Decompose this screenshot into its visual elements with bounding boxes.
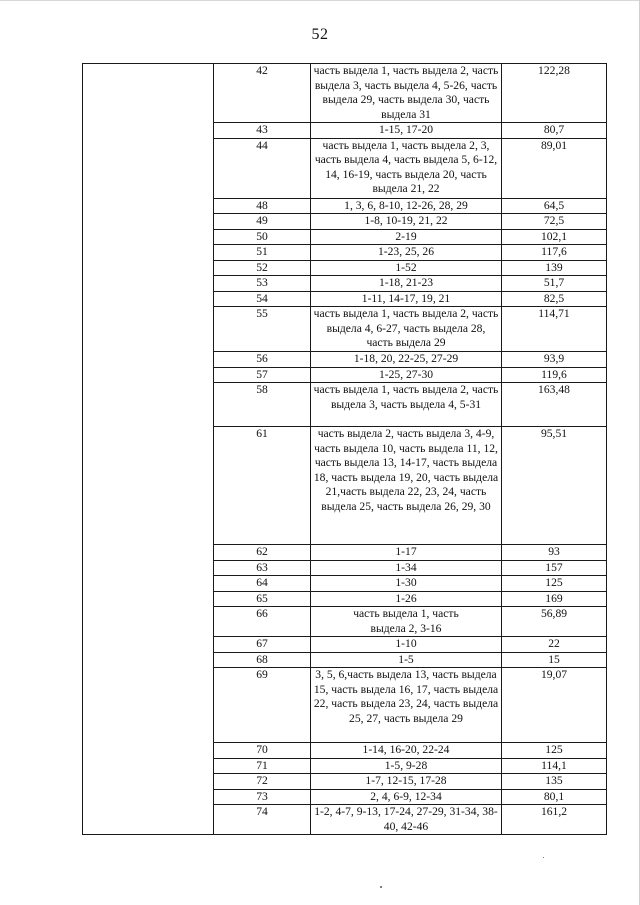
quarter-number-cell: 56 bbox=[214, 352, 311, 368]
area-cell: 122,28 bbox=[502, 64, 607, 123]
area-cell: 72,5 bbox=[502, 214, 607, 230]
table-body bbox=[83, 64, 607, 835]
plots-cell: 1-18, 20, 22-25, 27-29 bbox=[311, 352, 502, 368]
plots-cell: часть выдела 1, часть выдела 2, 3, часть выдела 4, часть выдела 5, 6-12, 14, 16-19, часть выдела 20, часть выдела 21, 22 bbox=[311, 138, 502, 198]
scan-speck bbox=[543, 857, 544, 858]
area-cell: 125 bbox=[502, 576, 607, 592]
area-cell: 125 bbox=[502, 743, 607, 759]
quarter-number-cell: 70 bbox=[214, 743, 311, 759]
area-cell: 93 bbox=[502, 545, 607, 561]
forest-plots-table bbox=[82, 63, 607, 835]
plots-cell: 1-5 bbox=[311, 652, 502, 668]
scan-top-edge bbox=[0, 0, 640, 1]
area-cell: 161,2 bbox=[502, 805, 607, 835]
quarter-number-cell: 68 bbox=[214, 652, 311, 668]
area-cell: 114,1 bbox=[502, 758, 607, 774]
plots-cell: 3, 5, 6,часть выдела 13, часть выдела 15, часть выдела 16, 17, часть выдела 22, часть выдела 23, 24, часть выдела 25, 27, часть выдела 29 bbox=[311, 668, 502, 743]
plots-cell: 1-23, 25, 26 bbox=[311, 245, 502, 261]
area-cell: 56,89 bbox=[502, 607, 607, 637]
plots-cell: 1-26 bbox=[311, 591, 502, 607]
scan-speck bbox=[380, 886, 382, 888]
quarter-number-cell: 71 bbox=[214, 758, 311, 774]
quarter-number-cell: 57 bbox=[214, 367, 311, 383]
area-cell: 102,1 bbox=[502, 229, 607, 245]
quarter-number-cell: 48 bbox=[214, 198, 311, 214]
area-cell: 15 bbox=[502, 652, 607, 668]
area-cell: 89,01 bbox=[502, 138, 607, 198]
quarter-number-cell: 42 bbox=[214, 64, 311, 123]
quarter-number-cell: 65 bbox=[214, 591, 311, 607]
quarter-number-cell: 58 bbox=[214, 383, 311, 427]
area-cell: 119,6 bbox=[502, 367, 607, 383]
plots-cell: часть выдела 1, часть выдела 2, 3-16 bbox=[311, 607, 502, 637]
area-cell: 117,6 bbox=[502, 245, 607, 261]
plots-cell: 1-25, 27-30 bbox=[311, 367, 502, 383]
area-cell: 95,51 bbox=[502, 427, 607, 545]
plots-cell: часть выдела 1, часть выдела 2, часть выдела 3, часть выдела 4, 5-31 bbox=[311, 383, 502, 427]
area-cell: 82,5 bbox=[502, 291, 607, 307]
area-cell: 64,5 bbox=[502, 198, 607, 214]
area-cell: 80,7 bbox=[502, 123, 607, 139]
area-cell: 139 bbox=[502, 260, 607, 276]
quarter-number-cell: 54 bbox=[214, 291, 311, 307]
area-cell: 114,71 bbox=[502, 307, 607, 352]
plots-cell: 1-15, 17-20 bbox=[311, 123, 502, 139]
quarter-number-cell: 74 bbox=[214, 805, 311, 835]
plots-cell: 1-8, 10-19, 21, 22 bbox=[311, 214, 502, 230]
plots-cell: 1-7, 12-15, 17-28 bbox=[311, 774, 502, 790]
table-row bbox=[83, 64, 607, 123]
plots-cell: 1-17 bbox=[311, 545, 502, 561]
quarter-number-cell: 61 bbox=[214, 427, 311, 545]
plots-cell: 1-2, 4-7, 9-13, 17-24, 27-29, 31-34, 38-40, 42-46 bbox=[311, 805, 502, 835]
plots-cell: часть выдела 1, часть выдела 2, часть выдела 4, 6-27, часть выдела 28, часть выдела 29 bbox=[311, 307, 502, 352]
plots-cell: 1-34 bbox=[311, 560, 502, 576]
quarter-number-cell: 53 bbox=[214, 276, 311, 292]
quarter-number-cell: 43 bbox=[214, 123, 311, 139]
quarter-number-cell: 63 bbox=[214, 560, 311, 576]
plots-cell: 1-30 bbox=[311, 576, 502, 592]
area-cell: 51,7 bbox=[502, 276, 607, 292]
quarter-number-cell: 64 bbox=[214, 576, 311, 592]
plots-cell: часть выдела 1, часть выдела 2, часть выдела 3, часть выдела 4, 5-26, часть выдела 29, часть выдела 30, часть выдела 31 bbox=[311, 64, 502, 123]
area-cell: 169 bbox=[502, 591, 607, 607]
quarter-number-cell: 50 bbox=[214, 229, 311, 245]
quarter-number-cell: 72 bbox=[214, 774, 311, 790]
plots-cell: 1-14, 16-20, 22-24 bbox=[311, 743, 502, 759]
quarter-number-cell: 66 bbox=[214, 607, 311, 637]
area-cell: 80,1 bbox=[502, 789, 607, 805]
plots-cell: 1-52 bbox=[311, 260, 502, 276]
plots-cell: 2-19 bbox=[311, 229, 502, 245]
plots-cell: часть выдела 2, часть выдела 3, 4-9, часть выдела 10, часть выдела 11, 12, часть выдела 13, 14-17, часть выдела 18, часть выдела 19, 20, часть выдела 21,часть выдела 22, 23, 24, часть выдела 25, часть выдела 26, 29, 30 bbox=[311, 427, 502, 545]
page-number: 52 bbox=[311, 26, 329, 43]
plots-cell: 1-10 bbox=[311, 637, 502, 653]
plots-cell: 1-18, 21-23 bbox=[311, 276, 502, 292]
area-cell: 22 bbox=[502, 637, 607, 653]
plots-cell: 2, 4, 6-9, 12-34 bbox=[311, 789, 502, 805]
quarter-number-cell: 51 bbox=[214, 245, 311, 261]
plots-cell: 1, 3, 6, 8-10, 12-26, 28, 29 bbox=[311, 198, 502, 214]
plots-cell: 1-5, 9-28 bbox=[311, 758, 502, 774]
area-cell: 93,9 bbox=[502, 352, 607, 368]
plots-cell: 1-11, 14-17, 19, 21 bbox=[311, 291, 502, 307]
quarter-number-cell: 73 bbox=[214, 789, 311, 805]
merged-left-cell bbox=[83, 64, 214, 835]
quarter-number-cell: 55 bbox=[214, 307, 311, 352]
quarter-number-cell: 67 bbox=[214, 637, 311, 653]
quarter-number-cell: 44 bbox=[214, 138, 311, 198]
area-cell: 157 bbox=[502, 560, 607, 576]
area-cell: 135 bbox=[502, 774, 607, 790]
quarter-number-cell: 62 bbox=[214, 545, 311, 561]
area-cell: 163,48 bbox=[502, 383, 607, 427]
quarter-number-cell: 52 bbox=[214, 260, 311, 276]
quarter-number-cell: 49 bbox=[214, 214, 311, 230]
area-cell: 19,07 bbox=[502, 668, 607, 743]
quarter-number-cell: 69 bbox=[214, 668, 311, 743]
